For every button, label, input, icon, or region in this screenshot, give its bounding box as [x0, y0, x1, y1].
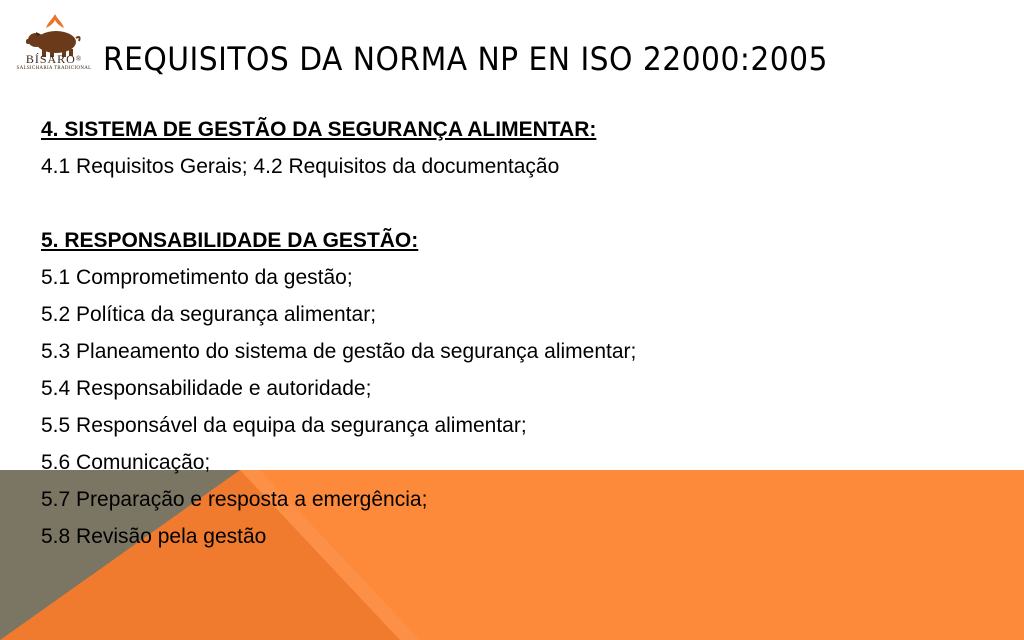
- list-item: 5.3 Planeamento do sistema de gestão da segurança alimentar;: [41, 340, 637, 363]
- section-4-heading: 4. SISTEMA DE GESTÃO DA SEGURANÇA ALIMENTAR:: [41, 118, 597, 141]
- logo-tagline: SALSICHARIA TRADICIONAL: [16, 66, 92, 71]
- list-item: 5.4 Responsabilidade e autoridade;: [41, 377, 372, 400]
- list-item: 5.8 Revisão pela gestão: [41, 525, 267, 548]
- list-item: 5.7 Preparação e resposta a emergência;: [41, 488, 428, 511]
- logo-reg-mark: ®: [75, 55, 83, 63]
- slide-title: REQUISITOS DA NORMA NP EN ISO 22000:2005: [103, 40, 828, 78]
- logo-name: BÍSARO: [25, 52, 76, 66]
- logo-wordmark: [14, 53, 94, 65]
- slide-content: [41, 111, 941, 555]
- list-item: 5.2 Política da segurança alimentar;: [41, 303, 377, 326]
- list-item: 5.5 Responsável da equipa da segurança alimentar;: [41, 414, 527, 437]
- list-item: 5.1 Comprometimento da gestão;: [41, 266, 353, 289]
- spacer: [41, 185, 941, 222]
- list-item: 5.6 Comunicação;: [41, 451, 211, 474]
- list-item: 4.1 Requisitos Gerais; 4.2 Requisitos da documentação: [41, 155, 560, 178]
- section-5-heading: 5. RESPONSABILIDADE DA GESTÃO:: [41, 229, 419, 252]
